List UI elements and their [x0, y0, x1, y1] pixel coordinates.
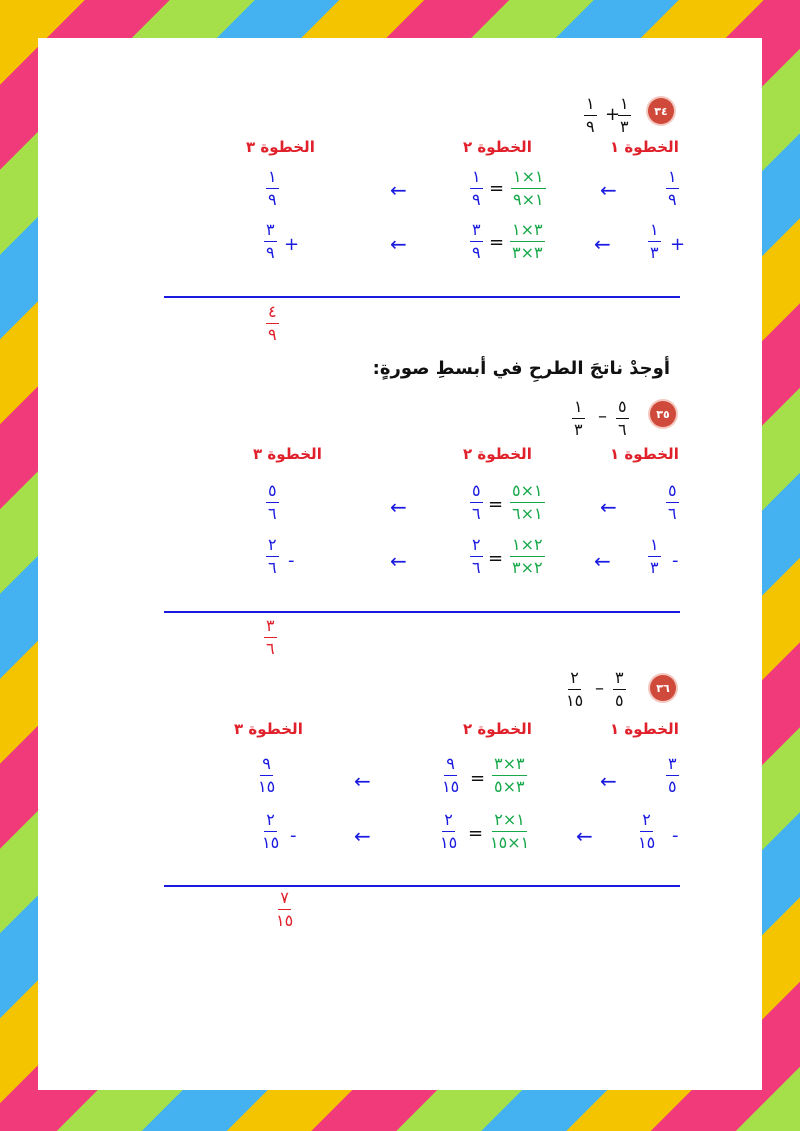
problem-34-row1-step1-fraction: ١ ٩	[668, 167, 677, 209]
worksheet-page	[38, 38, 762, 1090]
problem-34-row2-multiply-fraction: ٣×١ ٣×٣	[512, 220, 543, 262]
problem-36-row1-equals: =	[470, 768, 486, 789]
problem-34-row2-plus-3: +	[284, 234, 300, 255]
problem-36-row2-result-fraction: ٢ ١٥	[440, 810, 458, 852]
problem-35-row1-step1-fraction: ٥ ٦	[668, 481, 677, 523]
problem-34-step1-header: الخطوة ١	[610, 138, 679, 156]
problem-34-row2-step1-fraction: ١ ٣	[650, 220, 659, 262]
problem-36-row2-equals: =	[468, 823, 484, 844]
problem-34-row2-step3-fraction: ٣ ٩	[266, 220, 275, 262]
problem-36-row1-arrow-1: ←	[600, 769, 617, 793]
problem-36-number-badge: ٣٦	[650, 675, 676, 701]
problem-35-row2-equals: =	[488, 548, 504, 569]
problem-35-row1-arrow-1: ←	[600, 495, 617, 519]
problem-36-row1-step3-fraction: ٩ ١٥	[258, 754, 276, 796]
problem-34-row1-step3-fraction: ١ ٩	[268, 167, 277, 209]
problem-34-row2-plus-1: +	[670, 234, 686, 255]
problem-36-row1-result-fraction: ٩ ١٥	[442, 754, 460, 796]
problem-34-row2-arrow-2: ←	[390, 232, 407, 256]
problem-34-row2-arrow-1: ←	[594, 232, 611, 256]
problem-36-row1-arrow-2: ←	[354, 769, 371, 793]
problem-34-row2-equals: =	[489, 232, 505, 253]
problem-36-row2-arrow-2: ←	[354, 824, 371, 848]
problem-34-row1-arrow-1: ←	[600, 178, 617, 202]
problem-34-step2-header: الخطوة ٢	[463, 138, 532, 156]
problem-36-row2-step1-fraction: ٢ ١٥	[638, 810, 656, 852]
problem-34-row1-result-fraction: ١ ٩	[472, 167, 481, 209]
problem-36-step1-header: الخطوة ١	[610, 720, 679, 738]
problem-35-row2-minus-3: -	[288, 550, 295, 571]
problem-34-number-badge: ٣٤	[648, 98, 674, 124]
problem-35-difference-line	[164, 611, 680, 613]
problem-35-row1-multiply-fraction: ١×٥ ١×٦	[512, 481, 543, 523]
problem-35-row1-equals: =	[488, 494, 504, 515]
problem-36-fraction-a: ٣ ٥	[615, 668, 624, 710]
problem-36-fraction-b: ٢ ١٥	[566, 668, 584, 710]
problem-35-row2-minus-1: -	[672, 550, 679, 571]
problem-36-operator: –	[595, 678, 604, 699]
problem-34-row2-result-fraction: ٣ ٩	[472, 220, 481, 262]
problem-36-row2-multiply-fraction: ١×٢ ١×١٥	[490, 810, 530, 852]
problem-35-step3-header: الخطوة ٣	[253, 445, 322, 463]
problem-35-row1-step3-fraction: ٥ ٦	[268, 481, 277, 523]
problem-35-row2-step3-fraction: ٢ ٦	[268, 535, 277, 577]
problem-36-step3-header: الخطوة ٣	[234, 720, 303, 738]
problem-34-answer-fraction: ٤ ٩	[268, 302, 277, 344]
problem-36-row1-multiply-fraction: ٣×٣ ٣×٥	[494, 754, 525, 796]
problem-35-row1-result-fraction: ٥ ٦	[472, 481, 481, 523]
problem-35-step2-header: الخطوة ٢	[463, 445, 532, 463]
problem-35-row2-step1-fraction: ١ ٣	[650, 535, 659, 577]
problem-35-row2-result-fraction: ٢ ٦	[472, 535, 481, 577]
problem-35-answer-fraction: ٣ ٦	[266, 616, 275, 658]
problem-35-operator: –	[598, 406, 607, 427]
problem-35-row2-arrow-1: ←	[594, 549, 611, 573]
problem-36-row2-minus-1: -	[672, 825, 679, 846]
problem-34-fraction-a: ١ ٣	[620, 94, 629, 136]
problem-34-row1-multiply-fraction: ١×١ ١×٩	[513, 167, 544, 209]
problem-36-answer-fraction: ٧ ١٥	[276, 888, 294, 930]
problem-35-fraction-b: ١ ٣	[574, 397, 583, 439]
problem-36-row1-step1-fraction: ٣ ٥	[668, 754, 677, 796]
instruction-text: أوجدْ ناتجَ الطرحِ في أبسطِ صورةٍ:	[372, 358, 670, 379]
problem-34-fraction-b: ١ ٩	[586, 94, 595, 136]
problem-35-row2-multiply-fraction: ٢×١ ٢×٣	[512, 535, 543, 577]
problem-35-row2-arrow-2: ←	[390, 549, 407, 573]
problem-36-step2-header: الخطوة ٢	[463, 720, 532, 738]
problem-34-sum-line	[164, 296, 680, 298]
problem-36-row2-step3-fraction: ٢ ١٥	[262, 810, 280, 852]
problem-36-row2-arrow-1: ←	[576, 824, 593, 848]
problem-35-step1-header: الخطوة ١	[610, 445, 679, 463]
problem-34-row1-equals: =	[489, 178, 505, 199]
problem-35-row1-arrow-2: ←	[390, 495, 407, 519]
problem-34-step3-header: الخطوة ٣	[246, 138, 315, 156]
problem-34-row1-arrow-2: ←	[390, 178, 407, 202]
problem-36-row2-minus-3: -	[290, 825, 297, 846]
problem-34-operator: +	[605, 104, 621, 125]
problem-35-number-badge: ٣٥	[650, 401, 676, 427]
problem-36-difference-line	[164, 885, 680, 887]
problem-35-fraction-a: ٥ ٦	[618, 397, 627, 439]
